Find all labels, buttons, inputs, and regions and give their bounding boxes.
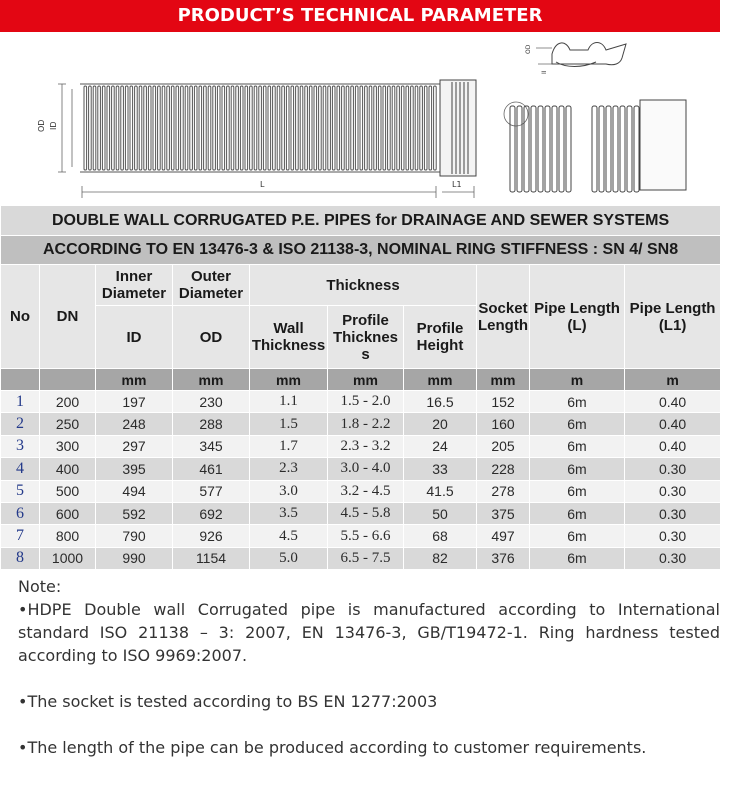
table-cell: 6m: [530, 435, 625, 457]
table-cell: 494: [96, 480, 173, 502]
table-cell: 5.0: [250, 547, 328, 569]
unit-cell: m: [625, 369, 721, 391]
table-cell: 692: [173, 502, 250, 524]
table-cell: 1: [1, 391, 40, 413]
table-cell: 1.1: [250, 391, 328, 413]
table-cell: 4.5: [250, 525, 328, 547]
rib-profile-detail: [536, 43, 626, 67]
table-cell: 395: [96, 458, 173, 480]
section-detail-left: [510, 106, 571, 192]
table-cell: 7: [1, 525, 40, 547]
banner-title: PRODUCT’S TECHNICAL PARAMETER: [0, 0, 720, 32]
table-cell: 16.5: [404, 391, 477, 413]
table-cell: 6m: [530, 502, 625, 524]
table-cell: 3.0 - 4.0: [328, 458, 404, 480]
table-cell: 6m: [530, 413, 625, 435]
label-od-detail: OD: [525, 44, 532, 54]
table-cell: 2.3 - 3.2: [328, 435, 404, 457]
table-cell: 33: [404, 458, 477, 480]
table-cell: 5: [1, 480, 40, 502]
table-cell: 1.7: [250, 435, 328, 457]
table-cell: 1.5 - 2.0: [328, 391, 404, 413]
table-row: [1, 480, 721, 502]
table-cell: 41.5: [404, 480, 477, 502]
table-cell: 1000: [40, 547, 96, 569]
table-cell: 400: [40, 458, 96, 480]
table-cell: 3.0: [250, 480, 328, 502]
table-cell: 152: [477, 391, 530, 413]
unit-cell: mm: [477, 369, 530, 391]
notes-section: [18, 575, 720, 759]
table-cell: 0.30: [625, 547, 721, 569]
unit-cell: mm: [404, 369, 477, 391]
note-item: •HDPE Double wall Corrugated pipe is manufactured according to International standard ISO 21138 – 3: 2007, EN 13476-3, GB/T19472-1. Ring hardness tested according to ISO 9969:2007.: [18, 600, 720, 665]
header-pipe-length-l: Pipe Length (L): [530, 265, 625, 369]
table-cell: 4.5 - 5.8: [328, 502, 404, 524]
table-row: [1, 391, 721, 413]
table-row: [1, 435, 721, 457]
unit-cell: mm: [250, 369, 328, 391]
header-profile-thickness: Profile Thicknes s: [328, 306, 404, 369]
pipe-technical-drawing: [0, 34, 720, 204]
table-cell: 5.5 - 6.6: [328, 525, 404, 547]
table-cell: 577: [173, 480, 250, 502]
table-cell: 6m: [530, 547, 625, 569]
table-cell: 2: [1, 413, 40, 435]
table-cell: 205: [477, 435, 530, 457]
header-od: OD: [173, 306, 250, 369]
table-cell: 0.30: [625, 502, 721, 524]
pipe-body: [84, 86, 436, 170]
table-cell: 2.3: [250, 458, 328, 480]
header-thickness: Thickness: [250, 265, 477, 306]
table-cell: 790: [96, 525, 173, 547]
table-cell: 200: [40, 391, 96, 413]
table-cell: 376: [477, 547, 530, 569]
label-ii: II: [541, 70, 548, 74]
table-cell: 800: [40, 525, 96, 547]
table-cell: 248: [96, 413, 173, 435]
table-cell: 6.5 - 7.5: [328, 547, 404, 569]
header-inner-diameter: Inner Diameter: [96, 265, 173, 306]
notes-heading: Note:: [18, 577, 62, 596]
table-cell: 3.5: [250, 502, 328, 524]
table-cell: 1.8 - 2.2: [328, 413, 404, 435]
table-cell: 230: [173, 391, 250, 413]
header-dn: DN: [40, 265, 96, 369]
unit-cell: m: [530, 369, 625, 391]
note-item: •The length of the pipe can be produced according to customer requirements.: [18, 738, 647, 757]
table-cell: 20: [404, 413, 477, 435]
table-cell: 6m: [530, 525, 625, 547]
table-row: [1, 502, 721, 524]
table-cell: 375: [477, 502, 530, 524]
table-cell: 600: [40, 502, 96, 524]
table-cell: 8: [1, 547, 40, 569]
table-cell: 1.5: [250, 413, 328, 435]
table-cell: 990: [96, 547, 173, 569]
table-cell: 6m: [530, 391, 625, 413]
table-cell: 250: [40, 413, 96, 435]
label-id: ID: [49, 121, 58, 130]
table-title-2: ACCORDING TO EN 13476-3 & ISO 21138-3, NOMINAL RING STIFFNESS : SN 4/ SN8: [1, 236, 721, 265]
table-cell: 6m: [530, 458, 625, 480]
table-cell: 345: [173, 435, 250, 457]
label-l: L: [260, 180, 265, 189]
units-row: [1, 369, 721, 391]
table-row: [1, 547, 721, 569]
header-no: No: [1, 265, 40, 369]
parameters-table: [0, 205, 721, 570]
unit-cell: mm: [328, 369, 404, 391]
table-cell: 278: [477, 480, 530, 502]
table-cell: 461: [173, 458, 250, 480]
header-wall-thickness: Wall Thickness: [250, 306, 328, 369]
table-row: [1, 525, 721, 547]
label-od: OD: [37, 119, 46, 132]
table-cell: 297: [96, 435, 173, 457]
table-cell: 197: [96, 391, 173, 413]
table-cell: 160: [477, 413, 530, 435]
table-cell: 0.30: [625, 480, 721, 502]
pipe-socket: [440, 80, 476, 176]
table-cell: 6: [1, 502, 40, 524]
table-cell: 0.30: [625, 458, 721, 480]
table-cell: 497: [477, 525, 530, 547]
table-cell: 50: [404, 502, 477, 524]
table-title-1: DOUBLE WALL CORRUGATED P.E. PIPES for DRAINAGE AND SEWER SYSTEMS: [1, 206, 721, 236]
unit-cell: mm: [173, 369, 250, 391]
table-cell: 4: [1, 458, 40, 480]
table-cell: 0.40: [625, 391, 721, 413]
note-item: •The socket is tested according to BS EN 1277:2003: [18, 692, 438, 711]
table-row: [1, 458, 721, 480]
table-cell: 0.30: [625, 525, 721, 547]
table-cell: 82: [404, 547, 477, 569]
table-cell: 300: [40, 435, 96, 457]
table-cell: 592: [96, 502, 173, 524]
table-cell: 3.2 - 4.5: [328, 480, 404, 502]
table-cell: 3: [1, 435, 40, 457]
unit-cell: [40, 369, 96, 391]
table-cell: 68: [404, 525, 477, 547]
table-cell: 926: [173, 525, 250, 547]
header-socket-length: Socket Length: [477, 265, 530, 369]
table-cell: 228: [477, 458, 530, 480]
section-detail-right: [592, 106, 639, 192]
table-row: [1, 413, 721, 435]
header-id: ID: [96, 306, 173, 369]
table-cell: 0.40: [625, 413, 721, 435]
table-cell: 288: [173, 413, 250, 435]
label-l1: L1: [452, 180, 462, 189]
header-outer-diameter: Outer Diameter: [173, 265, 250, 306]
unit-cell: [1, 369, 40, 391]
table-cell: 1154: [173, 547, 250, 569]
header-pipe-length-l1: Pipe Length (L1): [625, 265, 721, 369]
table-cell: 500: [40, 480, 96, 502]
header-profile-height: Profile Height: [404, 306, 477, 369]
table-cell: 24: [404, 435, 477, 457]
table-cell: 6m: [530, 480, 625, 502]
unit-cell: mm: [96, 369, 173, 391]
table-cell: 0.40: [625, 435, 721, 457]
